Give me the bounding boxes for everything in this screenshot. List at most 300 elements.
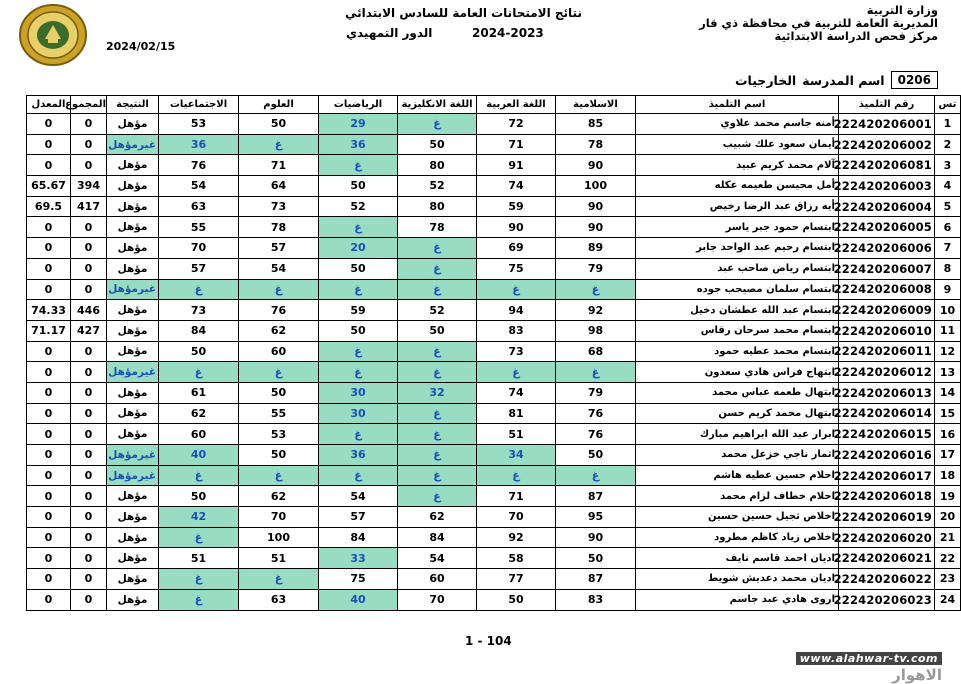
school-label: اسم المدرسة <box>802 72 885 88</box>
col-science-cell: غ <box>239 569 319 590</box>
col-social-cell: 61 <box>159 382 239 403</box>
col-student-name-cell: اديان احمد قاسم نايف <box>636 548 839 569</box>
col-student-id-cell: 222420206020 <box>839 527 935 548</box>
col-serial-cell: 21 <box>935 527 961 548</box>
col-result-cell: مؤهل <box>107 548 159 569</box>
col-arabic-cell: غ <box>477 362 556 383</box>
col-math-cell: غ <box>319 279 398 300</box>
col-student-name-cell: احلام خطاف لزام محمد <box>636 486 839 507</box>
col-arabic-cell: 81 <box>477 403 556 424</box>
table-row <box>27 569 961 590</box>
col-math-cell: 20 <box>319 238 398 259</box>
col-total-cell: 0 <box>71 114 107 135</box>
col-total-cell: 0 <box>71 362 107 383</box>
col-science-cell: 57 <box>239 238 319 259</box>
col-science-cell: 70 <box>239 507 319 528</box>
col-arabic-cell: 70 <box>477 507 556 528</box>
col-result-cell: مؤهل <box>107 320 159 341</box>
col-average-cell: 0 <box>27 362 71 383</box>
col-islamic-cell: غ <box>556 279 636 300</box>
col-islamic-cell: 90 <box>556 527 636 548</box>
col-math-cell: 29 <box>319 114 398 135</box>
col-serial-cell: 13 <box>935 362 961 383</box>
col-english-cell: 60 <box>398 569 477 590</box>
table-row <box>27 445 961 466</box>
table-row <box>27 196 961 217</box>
col-arabic-cell: غ <box>477 465 556 486</box>
table-row <box>27 527 961 548</box>
col-science-cell: 62 <box>239 486 319 507</box>
col-average-cell: 0 <box>27 569 71 590</box>
col-student-id-cell: 222420206007 <box>839 258 935 279</box>
col-total-cell: 417 <box>71 196 107 217</box>
col-student-id-cell: 222420206021 <box>839 548 935 569</box>
col-social-cell: 42 <box>159 507 239 528</box>
col-result-cell: غيرمؤهل <box>107 362 159 383</box>
col-student-id-cell: 222420206011 <box>839 341 935 362</box>
col-result-cell: مؤهل <box>107 507 159 528</box>
col-student-id-cell: 222420206015 <box>839 424 935 445</box>
col-result-cell: مؤهل <box>107 114 159 135</box>
table-header-row <box>27 96 961 114</box>
col-math-cell: غ <box>319 155 398 176</box>
table-row <box>27 507 961 528</box>
col-result-cell: غيرمؤهل <box>107 445 159 466</box>
col-math-cell: 84 <box>319 527 398 548</box>
col-total-cell: 0 <box>71 548 107 569</box>
col-average-cell: 0 <box>27 155 71 176</box>
col-serial-cell: 14 <box>935 382 961 403</box>
col-result-cell: غيرمؤهل <box>107 134 159 155</box>
col-result-cell: مؤهل <box>107 300 159 321</box>
col-islamic-cell: 95 <box>556 507 636 528</box>
col-islamic-cell: 50 <box>556 445 636 466</box>
col-english-cell: غ <box>398 403 477 424</box>
col-student-id-cell: 222420206023 <box>839 589 935 610</box>
col-science-cell: 64 <box>239 176 319 197</box>
school-name: الخارجيات <box>734 72 797 88</box>
col-arabic-cell: 92 <box>477 527 556 548</box>
col-arabic-cell: 74 <box>477 176 556 197</box>
col-result-cell: مؤهل <box>107 589 159 610</box>
col-science-cell: 100 <box>239 527 319 548</box>
col-total-cell: 394 <box>71 176 107 197</box>
col-science-cell: 50 <box>239 382 319 403</box>
col-average-cell: 0 <box>27 279 71 300</box>
col-average-cell: 65.67 <box>27 176 71 197</box>
col-arabic-header: اللغة العربية <box>477 96 556 114</box>
col-arabic-cell: 59 <box>477 196 556 217</box>
col-average-cell: 0 <box>27 486 71 507</box>
col-islamic-cell: غ <box>556 465 636 486</box>
col-total-cell: 0 <box>71 403 107 424</box>
col-math-cell: 50 <box>319 258 398 279</box>
col-social-cell: 55 <box>159 217 239 238</box>
col-english-cell: 62 <box>398 507 477 528</box>
col-social-cell: غ <box>159 569 239 590</box>
col-serial-cell: 22 <box>935 548 961 569</box>
col-science-cell: 50 <box>239 114 319 135</box>
table-row <box>27 279 961 300</box>
col-social-cell: 36 <box>159 134 239 155</box>
col-serial-cell: 2 <box>935 134 961 155</box>
col-result-cell: مؤهل <box>107 382 159 403</box>
col-science-cell: غ <box>239 465 319 486</box>
col-math-cell: غ <box>319 217 398 238</box>
col-science-cell: 55 <box>239 403 319 424</box>
col-islamic-cell: 76 <box>556 424 636 445</box>
table-row <box>27 300 961 321</box>
school-code: 0206 <box>891 71 938 89</box>
table-row <box>27 486 961 507</box>
col-total-cell: 0 <box>71 134 107 155</box>
col-total-cell: 0 <box>71 589 107 610</box>
col-total-cell: 0 <box>71 155 107 176</box>
col-student-id-cell: 222420206010 <box>839 320 935 341</box>
academic-year: 2024-2023 <box>472 26 544 40</box>
col-result-cell: مؤهل <box>107 341 159 362</box>
col-total-cell: 446 <box>71 300 107 321</box>
table-row <box>27 114 961 135</box>
col-science-cell: غ <box>239 279 319 300</box>
col-result-cell: مؤهل <box>107 486 159 507</box>
col-total-cell: 0 <box>71 238 107 259</box>
table-body <box>27 114 961 611</box>
col-average-cell: 0 <box>27 217 71 238</box>
col-social-cell: 50 <box>159 486 239 507</box>
col-student-name-cell: ابتسام محمد سرحان رقاس <box>636 320 839 341</box>
col-english-cell: غ <box>398 114 477 135</box>
col-total-cell: 0 <box>71 445 107 466</box>
col-english-cell: غ <box>398 238 477 259</box>
col-serial-cell: 19 <box>935 486 961 507</box>
col-student-id-cell: 222420206004 <box>839 196 935 217</box>
col-student-name-cell: اخلاص ثجيل حسين حسين <box>636 507 839 528</box>
col-student-name-cell: ابتسام رحيم عبد الواحد جابر <box>636 238 839 259</box>
col-average-cell: 0 <box>27 548 71 569</box>
col-islamic-cell: غ <box>556 362 636 383</box>
col-islamic-cell: 92 <box>556 300 636 321</box>
col-english-cell: 80 <box>398 155 477 176</box>
col-social-cell: 73 <box>159 300 239 321</box>
col-average-cell: 0 <box>27 589 71 610</box>
col-math-cell: 54 <box>319 486 398 507</box>
results-table <box>26 95 961 611</box>
col-total-cell: 0 <box>71 569 107 590</box>
col-total-cell: 0 <box>71 486 107 507</box>
col-student-id-cell: 222420206014 <box>839 403 935 424</box>
col-islamic-cell: 89 <box>556 238 636 259</box>
col-student-name-cell: اديان محمد دعديش شويط <box>636 569 839 590</box>
col-result-cell: مؤهل <box>107 196 159 217</box>
col-average-cell: 0 <box>27 341 71 362</box>
col-student-name-cell: ابتهاج فراس هادي سعدون <box>636 362 839 383</box>
col-total-cell: 0 <box>71 424 107 445</box>
col-result-cell: مؤهل <box>107 527 159 548</box>
col-math-cell: 36 <box>319 134 398 155</box>
ministry-header <box>699 4 938 43</box>
ministry-name: وزارة التربية <box>866 3 938 17</box>
col-english-cell: 50 <box>398 320 477 341</box>
col-science-cell: 60 <box>239 341 319 362</box>
col-total-cell: 0 <box>71 341 107 362</box>
col-social-cell: غ <box>159 589 239 610</box>
col-math-cell: 50 <box>319 320 398 341</box>
col-serial-cell: 7 <box>935 238 961 259</box>
col-serial-cell: 16 <box>935 424 961 445</box>
col-science-cell: 71 <box>239 155 319 176</box>
table-row <box>27 403 961 424</box>
col-average-cell: 0 <box>27 507 71 528</box>
col-social-cell: 57 <box>159 258 239 279</box>
col-student-id-cell: 222420206022 <box>839 569 935 590</box>
col-result-cell: مؤهل <box>107 424 159 445</box>
col-islamic-cell: 83 <box>556 589 636 610</box>
col-student-name-header: اسم التلميذ <box>636 96 839 114</box>
col-student-name-cell: ابرار عبد الله ابراهيم مبارك <box>636 424 839 445</box>
col-social-cell: 51 <box>159 548 239 569</box>
col-math-cell: 36 <box>319 445 398 466</box>
col-math-cell: 30 <box>319 403 398 424</box>
col-science-cell: 51 <box>239 548 319 569</box>
col-math-cell: 40 <box>319 589 398 610</box>
center-name: مركز فحص الدراسة الابتدائية <box>774 29 938 43</box>
col-serial-header: تس <box>935 96 961 114</box>
table-row <box>27 341 961 362</box>
col-average-cell: 0 <box>27 382 71 403</box>
col-arabic-cell: 83 <box>477 320 556 341</box>
col-student-id-cell: 222420206018 <box>839 486 935 507</box>
col-student-name-cell: ابتسام رياض صاحب عبد <box>636 258 839 279</box>
col-arabic-cell: 90 <box>477 217 556 238</box>
col-math-cell: غ <box>319 341 398 362</box>
col-total-cell: 427 <box>71 320 107 341</box>
col-english-cell: 52 <box>398 176 477 197</box>
col-english-cell: 70 <box>398 589 477 610</box>
col-science-cell: 54 <box>239 258 319 279</box>
col-average-cell: 0 <box>27 445 71 466</box>
col-math-cell: 30 <box>319 382 398 403</box>
col-arabic-cell: 50 <box>477 589 556 610</box>
col-serial-cell: 17 <box>935 445 961 466</box>
table-row <box>27 258 961 279</box>
col-student-name-cell: ابتهال طعمه عباس محمد <box>636 382 839 403</box>
col-average-cell: 0 <box>27 134 71 155</box>
page-number: 1 - 104 <box>465 634 512 648</box>
col-math-cell: غ <box>319 362 398 383</box>
col-english-header: اللغة الانكليزية <box>398 96 477 114</box>
col-result-cell: مؤهل <box>107 258 159 279</box>
table-row <box>27 382 961 403</box>
col-english-cell: 80 <box>398 196 477 217</box>
col-arabic-cell: 75 <box>477 258 556 279</box>
col-serial-cell: 9 <box>935 279 961 300</box>
col-serial-cell: 12 <box>935 341 961 362</box>
col-result-header: النتيجة <box>107 96 159 114</box>
col-arabic-cell: 72 <box>477 114 556 135</box>
col-average-cell: 0 <box>27 258 71 279</box>
col-social-cell: 60 <box>159 424 239 445</box>
col-total-cell: 0 <box>71 258 107 279</box>
col-student-id-cell: 222420206019 <box>839 507 935 528</box>
table-row <box>27 465 961 486</box>
col-total-cell: 0 <box>71 217 107 238</box>
col-english-cell: غ <box>398 465 477 486</box>
col-serial-cell: 1 <box>935 114 961 135</box>
col-math-cell: 50 <box>319 176 398 197</box>
school-info <box>735 71 938 89</box>
col-serial-cell: 6 <box>935 217 961 238</box>
col-math-cell: 75 <box>319 569 398 590</box>
col-result-cell: غيرمؤهل <box>107 465 159 486</box>
col-student-name-cell: اثمار ناجي خزعل محمد <box>636 445 839 466</box>
col-total-cell: 0 <box>71 382 107 403</box>
col-result-cell: مؤهل <box>107 155 159 176</box>
col-average-cell: 0 <box>27 238 71 259</box>
col-average-cell: 69.5 <box>27 196 71 217</box>
col-serial-cell: 11 <box>935 320 961 341</box>
col-social-cell: 50 <box>159 341 239 362</box>
table-row <box>27 362 961 383</box>
col-social-cell: غ <box>159 465 239 486</box>
col-english-cell: غ <box>398 486 477 507</box>
col-student-id-cell: 222420206009 <box>839 300 935 321</box>
col-science-cell: 63 <box>239 589 319 610</box>
col-social-cell: 53 <box>159 114 239 135</box>
col-math-cell: 57 <box>319 507 398 528</box>
col-islamic-cell: 90 <box>556 217 636 238</box>
table-row <box>27 548 961 569</box>
ministry-seal-logo <box>18 3 88 67</box>
col-student-id-cell: 222420206081 <box>839 155 935 176</box>
col-student-id-cell: 222420206006 <box>839 238 935 259</box>
col-math-cell: 33 <box>319 548 398 569</box>
col-student-name-cell: أيه رزاق عبد الرضا رخيص <box>636 196 839 217</box>
col-social-cell: غ <box>159 527 239 548</box>
col-average-cell: 0 <box>27 465 71 486</box>
col-islamic-cell: 98 <box>556 320 636 341</box>
col-student-name-cell: ابتسام محمد عطيه حمود <box>636 341 839 362</box>
col-english-cell: 32 <box>398 382 477 403</box>
col-student-name-cell: ابتهال محمد كريم حسن <box>636 403 839 424</box>
col-student-id-cell: 222420206012 <box>839 362 935 383</box>
col-english-cell: غ <box>398 279 477 300</box>
col-science-cell: 50 <box>239 445 319 466</box>
col-science-cell: 62 <box>239 320 319 341</box>
col-student-name-cell: أيمان سعود علك شبيب <box>636 134 839 155</box>
watermark <box>796 652 942 684</box>
col-islamic-cell: 78 <box>556 134 636 155</box>
col-student-id-cell: 222420206008 <box>839 279 935 300</box>
col-student-name-cell: ابتسام سلمان مصيحب جوده <box>636 279 839 300</box>
col-serial-cell: 23 <box>935 569 961 590</box>
col-average-cell: 0 <box>27 527 71 548</box>
col-student-name-cell: اروى هادي عبد جاسم <box>636 589 839 610</box>
col-science-header: العلوم <box>239 96 319 114</box>
col-english-cell: 50 <box>398 134 477 155</box>
col-student-id-cell: 222420206016 <box>839 445 935 466</box>
col-english-cell: غ <box>398 258 477 279</box>
col-math-cell: غ <box>319 424 398 445</box>
table-row <box>27 238 961 259</box>
col-arabic-cell: 94 <box>477 300 556 321</box>
col-islamic-cell: 68 <box>556 341 636 362</box>
col-serial-cell: 5 <box>935 196 961 217</box>
col-islamic-cell: 87 <box>556 486 636 507</box>
col-student-name-cell: ابتسام عبد الله عطشان دخيل <box>636 300 839 321</box>
col-student-name-cell: ابتسام حمود جبر ياسر <box>636 217 839 238</box>
col-arabic-cell: 69 <box>477 238 556 259</box>
col-math-header: الرياضيات <box>319 96 398 114</box>
col-student-id-cell: 222420206003 <box>839 176 935 197</box>
col-result-cell: مؤهل <box>107 403 159 424</box>
col-social-cell: 63 <box>159 196 239 217</box>
col-result-cell: غيرمؤهل <box>107 279 159 300</box>
col-islamic-header: الاسلامية <box>556 96 636 114</box>
col-arabic-cell: 34 <box>477 445 556 466</box>
col-social-cell: 70 <box>159 238 239 259</box>
document-title: نتائج الامتحانات العامة للسادس الابتدائي <box>345 6 582 20</box>
col-social-cell: 40 <box>159 445 239 466</box>
col-islamic-cell: 76 <box>556 403 636 424</box>
col-serial-cell: 20 <box>935 507 961 528</box>
table-row <box>27 134 961 155</box>
table-row <box>27 176 961 197</box>
col-science-cell: 73 <box>239 196 319 217</box>
col-serial-cell: 10 <box>935 300 961 321</box>
col-math-cell: 52 <box>319 196 398 217</box>
col-islamic-cell: 90 <box>556 196 636 217</box>
col-student-name-cell: أمنه جاسم محمد علاوي <box>636 114 839 135</box>
exam-round: الدور التمهيدي <box>346 26 433 40</box>
col-student-id-cell: 222420206005 <box>839 217 935 238</box>
col-student-id-cell: 222420206013 <box>839 382 935 403</box>
table-row <box>27 217 961 238</box>
col-arabic-cell: 77 <box>477 569 556 590</box>
col-arabic-cell: 51 <box>477 424 556 445</box>
col-islamic-cell: 85 <box>556 114 636 135</box>
col-english-cell: غ <box>398 445 477 466</box>
col-result-cell: مؤهل <box>107 176 159 197</box>
col-arabic-cell: 71 <box>477 486 556 507</box>
col-serial-cell: 4 <box>935 176 961 197</box>
col-english-cell: غ <box>398 362 477 383</box>
col-arabic-cell: 71 <box>477 134 556 155</box>
col-result-cell: مؤهل <box>107 217 159 238</box>
col-serial-cell: 18 <box>935 465 961 486</box>
col-result-cell: مؤهل <box>107 569 159 590</box>
col-english-cell: غ <box>398 424 477 445</box>
col-islamic-cell: 50 <box>556 548 636 569</box>
col-average-cell: 0 <box>27 114 71 135</box>
col-student-id-cell: 222420206017 <box>839 465 935 486</box>
watermark-brand: الاهوار <box>892 666 942 684</box>
table-row <box>27 320 961 341</box>
document-date: 2024/02/15 <box>106 40 176 53</box>
col-islamic-cell: 79 <box>556 258 636 279</box>
col-student-name-cell: احلام حسين عطيه هاشم <box>636 465 839 486</box>
col-serial-cell: 8 <box>935 258 961 279</box>
col-science-cell: غ <box>239 134 319 155</box>
table-row <box>27 424 961 445</box>
col-average-cell: 0 <box>27 424 71 445</box>
col-english-cell: 78 <box>398 217 477 238</box>
col-student-name-cell: أمل محيسن طعيمه عكله <box>636 176 839 197</box>
col-math-cell: 59 <box>319 300 398 321</box>
col-social-cell: غ <box>159 362 239 383</box>
table-row <box>27 155 961 176</box>
col-islamic-cell: 90 <box>556 155 636 176</box>
